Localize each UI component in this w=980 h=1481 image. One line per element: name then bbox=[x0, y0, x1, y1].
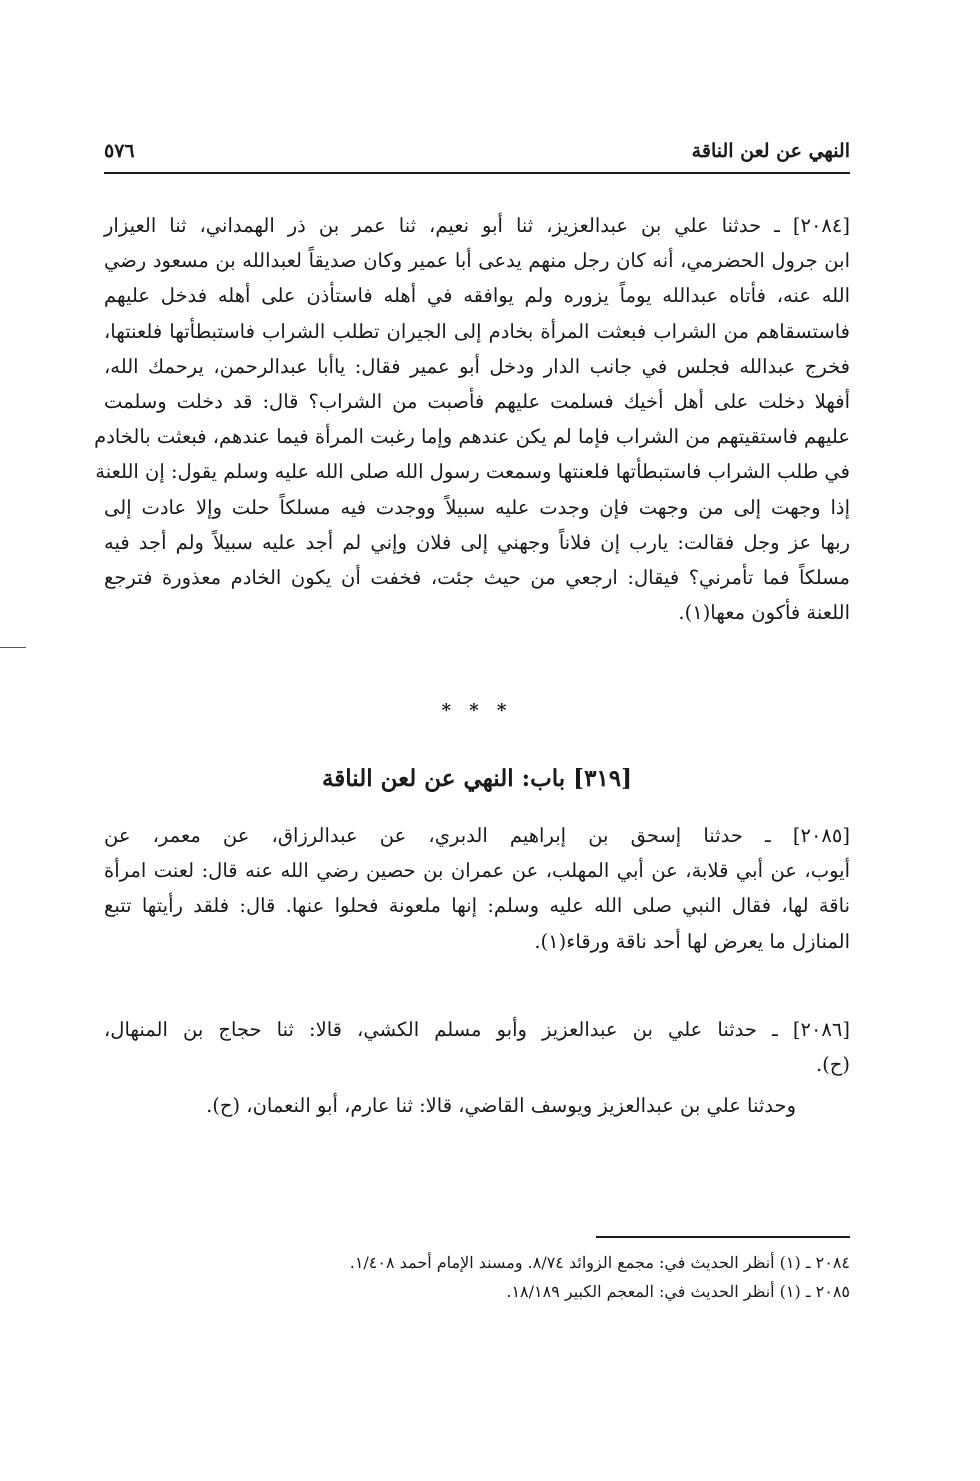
text-line: المنازل ما يعرض لها أحد ناقة ورقاء(١). bbox=[534, 929, 850, 953]
hadith-2084 bbox=[94, 208, 850, 630]
text-line: ناقة لها، فقال النبي صلى الله عليه وسلم: إنها ملعونة فحلوا عنها. قال: فلقد رأيتها تتبع bbox=[104, 894, 850, 918]
section-divider: * * * bbox=[441, 700, 513, 721]
footnote: ٢٠٨٤ ـ (١) أنظر الحديث في: مجمع الزوائد ٨/٧٤. ومسند الإمام أحمد ١/٤٠٨. bbox=[349, 1253, 850, 1272]
chapter-heading: [٣١٩] باب: النهي عن لعن الناقة bbox=[321, 765, 633, 792]
text-line: إذا وجهت إلى من وجهت فإن وجدت عليه سبيلاً ووجدت فيه مسلكاً حلت وإلا عادت إلى bbox=[104, 495, 850, 519]
text-line: اللعنة فأكون معها(١). bbox=[678, 601, 850, 625]
margin-mark bbox=[0, 647, 26, 648]
text-line: فخرج عبدالله فجلس في جانب الدار ودخل أبو عمير فقال: ياأبا عبدالرحمن، يرحمك الله، bbox=[104, 354, 850, 378]
footnote: ٢٠٨٥ ـ (١) أنظر الحديث في: المعجم الكبير ١٨/١٨٩. bbox=[506, 1282, 850, 1301]
page-number: ٥٧٦ bbox=[104, 140, 135, 162]
hadith-2086 bbox=[104, 1012, 850, 1124]
text-line: ابن جرول الحضرمي، أنه كان رجل منهم يدعى أبا عمير وكان صديقاً لعبدالله بن مسعود رضي bbox=[104, 249, 850, 273]
text-line: الله عنه، فأتاه عبدالله يوماً يزوره ولم يوافقه في أهله فاستأذن على أهله فدخل عليهم bbox=[104, 284, 850, 308]
text-line: [٢٠٨٤] ـ حدثنا علي بن عبدالعزيز، ثنا أبو نعيم، ثنا عمر بن ذر الهمداني، ثنا العيزار bbox=[104, 214, 850, 237]
text-line: ربها عز وجل فقالت: يارب إن فلاناً وجهني إلى فلان وإني لم أجد عليه سبيلاً ولم أجد فيه bbox=[104, 530, 850, 554]
text-line: [٢٠٨٥] ـ حدثنا إسحق بن إبراهيم الدبري، عن عبدالرزاق، عن معمر، عن bbox=[104, 824, 850, 847]
page-header bbox=[104, 136, 850, 174]
text-line: في طلب الشراب فاستبطأتها فلعنتها وسمعت رسول الله صلى الله عليه وسلم يقول: إن اللعنة bbox=[95, 460, 850, 484]
running-title: النهي عن لعن الناقة bbox=[691, 140, 850, 162]
text-line: مسلكاً فما تأمرني؟ فيقال: ارجعي من حيث جئت، فخفت أن يكون الخادم معذورة فترجع bbox=[104, 565, 850, 589]
hadith-2085 bbox=[104, 818, 850, 959]
text-line: (ح). bbox=[815, 1053, 850, 1077]
text-line: عليهم فاستقيتهم من الشراب فإما لم يكن عندهم وإما رغبت المرأة فيما عندهم، فبعثت بالخادم bbox=[94, 425, 850, 449]
text-line: أفهلا دخلت على أهل أخيك فسلمت عليهم فأصبت من الشراب؟ قال: قد دخلت وسلمت bbox=[104, 389, 850, 413]
text-line: أيوب، عن أبي قلابة، عن أبي المهلب، عن عمران بن حصين رضي الله عنه قال: لعنت امرأة bbox=[104, 859, 850, 883]
text-line: وحدثنا علي بن عبدالعزيز ويوسف القاضي، قالا: ثنا عارم، أبو النعمان، (ح). bbox=[206, 1094, 796, 1118]
text-line: فاستسقاهم من الشراب فبعثت المرأة بخادم إلى الجيران تطلب الشراب فاستبطأتها فلعنتها، bbox=[104, 319, 850, 343]
text-line: [٢٠٨٦] ـ حدثنا علي بن عبدالعزيز وأبو مسلم الكشي، قالا: ثنا حجاج بن المنهال، bbox=[104, 1018, 850, 1041]
footnote-separator bbox=[596, 1236, 850, 1238]
footnotes bbox=[104, 1248, 850, 1306]
